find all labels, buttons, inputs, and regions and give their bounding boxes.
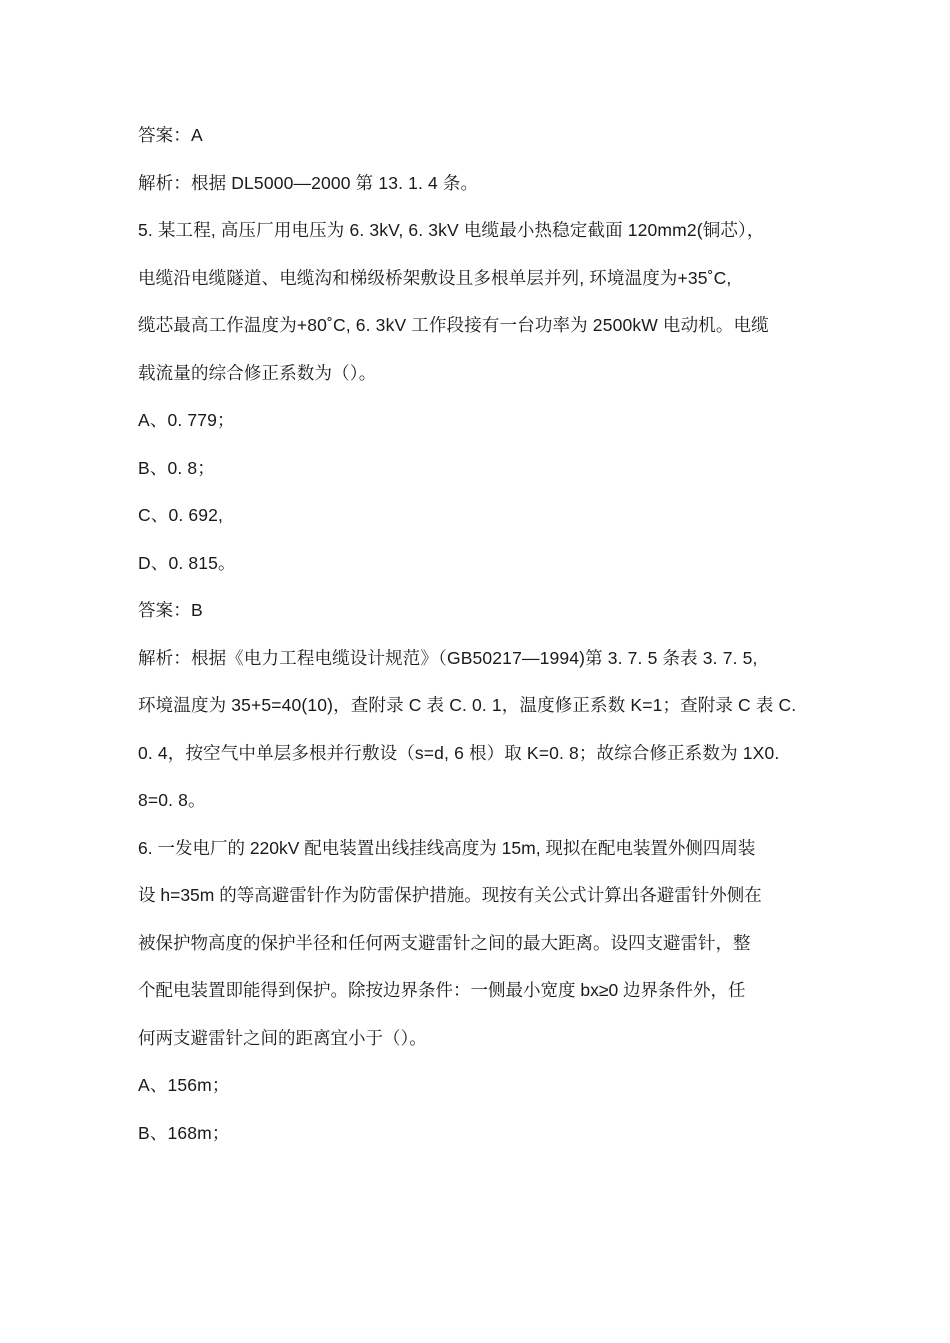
options-block-q5 [138,397,818,587]
options-block-q6 [138,1062,818,1157]
text-line: 5. 某工程, 高压厂用电压为 6. 3kV, 6. 3kV 电缆最小热稳定截面 120mm2(铜芯）， [138,220,765,240]
text-line: 答案：B [138,600,203,620]
text-line: 缆芯最高工作温度为+80˚C, 6. 3kV 工作段接有一台功率为 2500kW 电动机。电缆 [138,315,769,335]
option-a: A、0. 779； [138,410,235,430]
option-d: D、0. 815。 [138,552,236,573]
text-line: 0. 4，按空气中单层多根并行敷设（s=d, 6 根）取 K=0. 8；故综合修正系数为 1X0. [138,742,780,763]
explanation-block-q5 [138,635,818,825]
answer-block-q5 [138,587,818,635]
text-line: 8=0. 8。 [138,790,206,810]
text-line: 答案：A [138,125,203,145]
text-line: 载流量的综合修正系数为（）。 [138,362,377,383]
text-line: 解析：根据 DL5000—2000 第 13. 1. 4 条。 [138,172,479,193]
document-text-body [138,112,818,1157]
text-line: 6. 一发电厂的 220kV 配电装置出线挂线高度为 15m, 现拟在配电装置外侧四周装 [138,837,756,858]
question-block-q6 [138,825,818,1063]
text-line: 设 h=35m 的等高避雷针作为防雷保护措施。现按有关公式计算出各避雷针外侧在 [138,885,762,905]
text-line: 何两支避雷针之间的距离宜小于（）。 [138,1027,427,1048]
question-block-q5 [138,207,818,397]
answer-block-q4 [138,112,818,160]
option-c: C、0. 692, [138,505,224,525]
text-line: 解析：根据《电力工程电缆设计规范》（GB50217—1994)第 3. 7. 5 条表 3. 7. 5, [138,647,758,668]
explanation-block-q4 [138,160,818,208]
option-b: B、0. 8； [138,457,215,478]
option-a: A、156m； [138,1075,230,1095]
text-line: 电缆沿电缆隧道、电缆沟和梯级桥架敷设且多根单层并列, 环境温度为+35˚C, [138,267,732,288]
text-line: 个配电装置即能得到保护。除按边界条件：一侧最小宽度 bx≥0 边界条件外，任 [138,980,746,1000]
text-line: 环境温度为 35+5=40(10)，查附录 C 表 C. 0. 1，温度修正系数 K=1；查附录 C 表 C. [138,695,797,715]
option-b: B、168m； [138,1122,230,1143]
text-line: 被保护物高度的保护半径和任何两支避雷针之间的最大距离。设四支避雷针，整 [138,932,751,953]
